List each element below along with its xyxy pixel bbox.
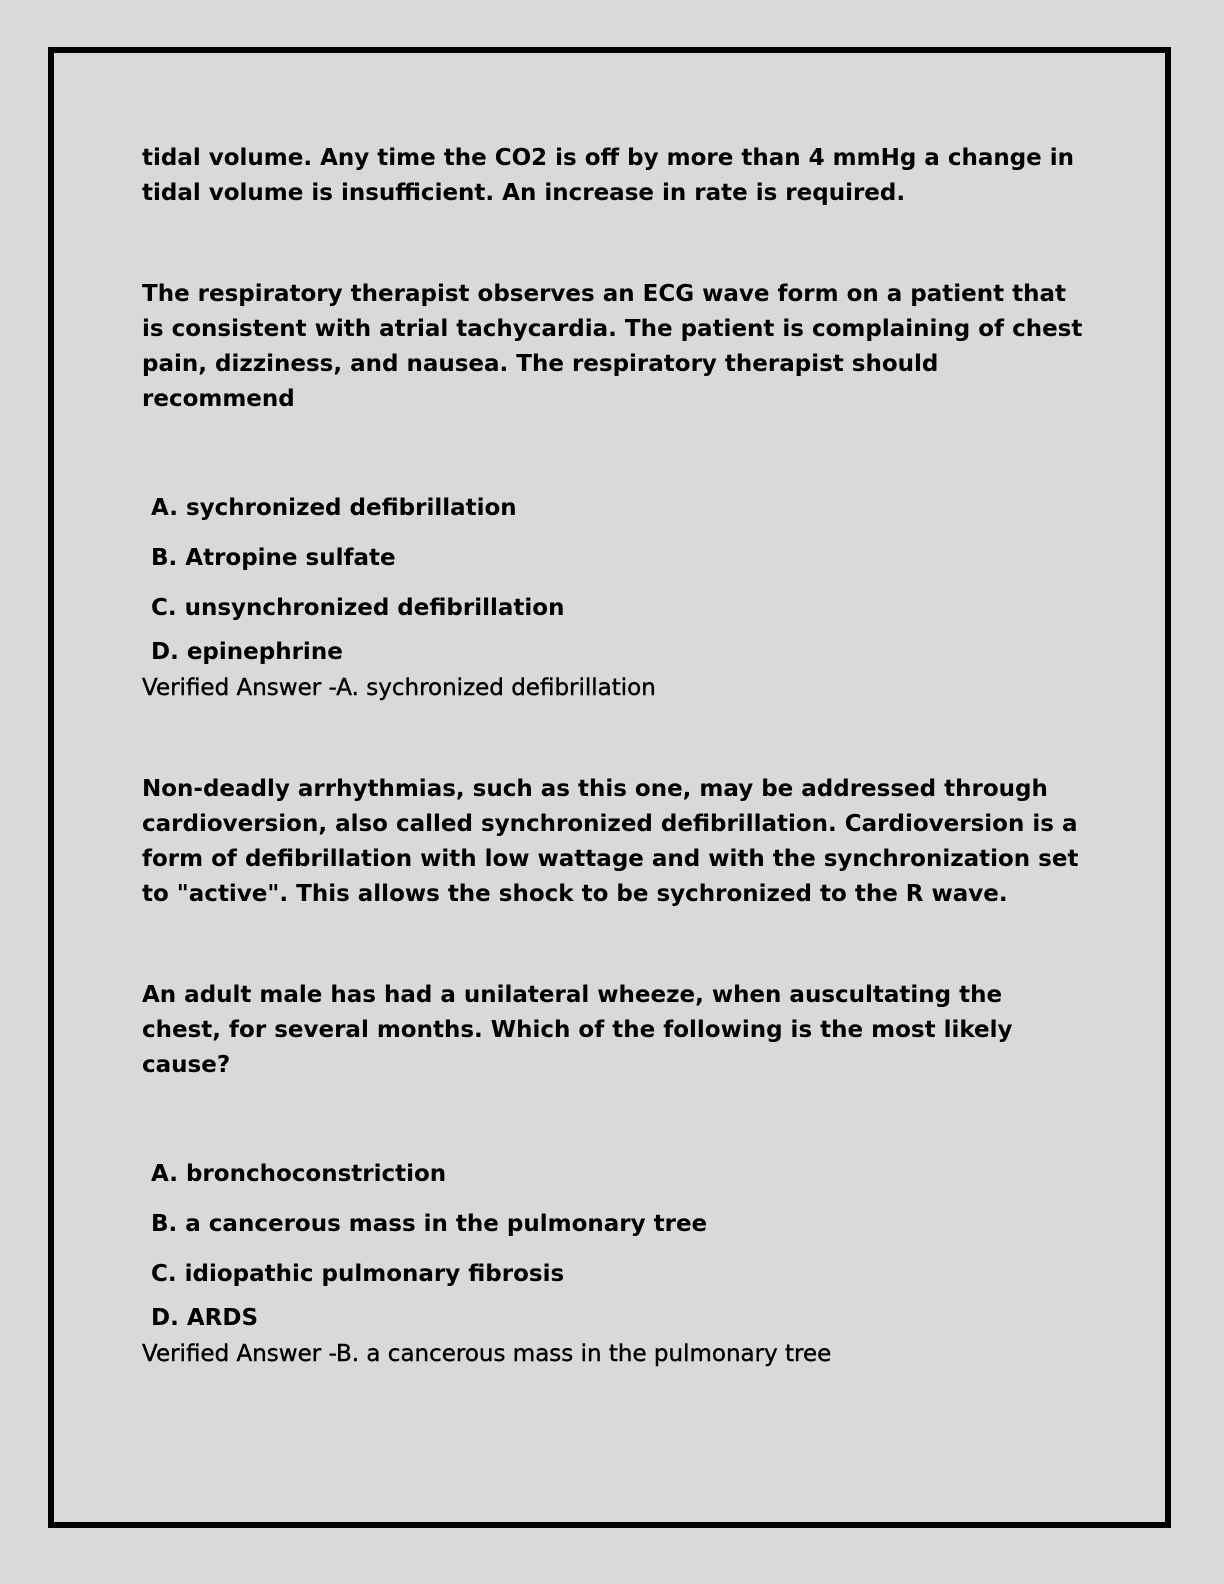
question-1-option-b: B. Atropine sulfate xyxy=(151,545,396,571)
question-1-options xyxy=(142,483,1087,671)
question-2-option-c: C. idiopathic pulmonary fibrosis xyxy=(151,1261,565,1287)
document-content xyxy=(142,141,1087,1372)
question-1-option-a: A. sychronized defibrillation xyxy=(151,495,517,521)
question-1-option-d: D. epinephrine xyxy=(151,639,343,665)
question-1-option-c: C. unsynchronized defibrillation xyxy=(151,595,565,621)
question-1-prompt: The respiratory therapist observes an ECG wave form on a patient that is consistent with atrial tachycardia. The patient is complaining of chest pain, dizziness, and nausea. The respiratory therapist should recommend xyxy=(142,281,1083,412)
question-2-options xyxy=(142,1149,1087,1337)
question-2-option-d: D. ARDS xyxy=(151,1305,259,1331)
question-2-option-b: B. a cancerous mass in the pulmonary tree xyxy=(151,1211,708,1237)
question-2-answer: Verified Answer -B. a cancerous mass in the pulmonary tree xyxy=(142,1341,832,1367)
question-2-option-a: A. bronchoconstriction xyxy=(151,1161,447,1187)
question-1-answer: Verified Answer -A. sychronized defibrillation xyxy=(142,675,656,701)
question-1-explanation: Non-deadly arrhythmias, such as this one, may be addressed through cardioversion, also called synchronized defibrillation. Cardioversion is a form of defibrillation with low wattage and with the synchronization set to "active". This allows the shock to be sychronized to the R wave. xyxy=(142,776,1079,907)
intro-paragraph: tidal volume. Any time the CO2 is off by more than 4 mmHg a change in tidal volume is insufficient. An increase in rate is required. xyxy=(142,145,1075,206)
question-2-prompt: An adult male has had a unilateral wheeze, when auscultating the chest, for several months. Which of the following is the most likely cause? xyxy=(142,982,1013,1078)
